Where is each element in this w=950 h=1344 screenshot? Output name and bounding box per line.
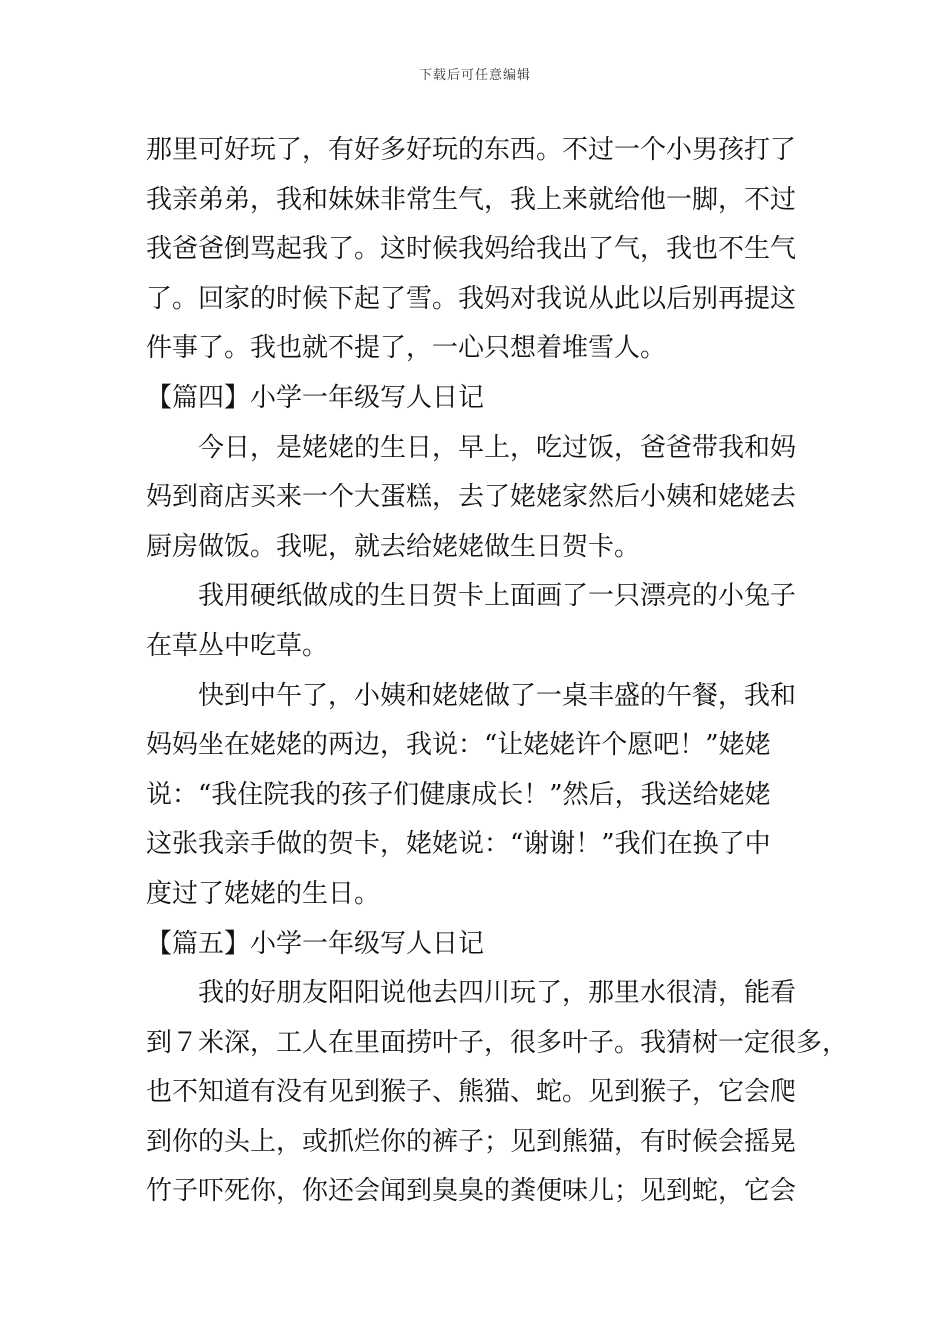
text-line: 竹子吓死你，你还会闻到臭臭的粪便味儿；见到蛇，它会 (146, 1176, 797, 1207)
text-line: 到７米深，工人在里面捞叶子，很多叶子。我猜树一定很多， (146, 1027, 849, 1058)
document-body (146, 126, 849, 1217)
text-line: 度过了姥姥的生日。 (146, 878, 381, 909)
text-line: 我的好朋友阳阳说他去四川玩了，那里水很清，能看 (198, 978, 797, 1009)
text-line: 厨房做饭。我呢，就去给姥姥做生日贺卡。 (146, 531, 641, 562)
text-line: 到你的头上，或抓烂你的裤子；见到熊猫，有时候会摇晃 (146, 1126, 797, 1157)
text-line: 也不知道有没有见到猴子、熊猫、蛇。见到猴子，它会爬 (146, 1077, 797, 1108)
text-line: 说：“我住院我的孩子们健康成长！”然后，我送给姥姥 (146, 779, 771, 810)
text-line: 今日，是姥姥的生日，早上，吃过饭，爸爸带我和妈 (198, 432, 797, 463)
text-line: 我爸爸倒骂起我了。这时候我妈给我出了气，我也不生气 (146, 234, 797, 265)
page-header: 下载后可任意编辑 (418, 68, 531, 83)
text-line: 妈到商店买来一个大蛋糕，去了姥姥家然后小姨和姥姥去 (146, 482, 797, 513)
section-heading: 【篇四】小学一年级写人日记 (146, 382, 485, 413)
text-line: 我用硬纸做成的生日贺卡上面画了一只漂亮的小兔子 (198, 581, 797, 612)
text-line: 了。回家的时候下起了雪。我妈对我说从此以后别再提这 (146, 283, 797, 314)
text-line: 那里可好玩了，有好多好玩的东西。不过一个小男孩打了 (146, 135, 797, 165)
text-line: 妈妈坐在姥姥的两边，我说：“让姥姥许个愿吧！”姥姥 (146, 730, 771, 761)
text-line: 快到中午了，小姨和姥姥做了一桌丰盛的午餐，我和 (198, 680, 797, 711)
section-heading: 【篇五】小学一年级写人日记 (146, 928, 485, 959)
text-line: 在草丛中吃草。 (146, 630, 329, 661)
text-line: 我亲弟弟，我和妹妹非常生气，我上来就给他一脚，不过 (146, 184, 797, 215)
text-line: 件事了。我也就不提了，一心只想着堆雪人。 (146, 333, 667, 364)
text-line: 这张我亲手做的贺卡，姥姥说：“谢谢！”我们在换了中 (146, 829, 771, 860)
